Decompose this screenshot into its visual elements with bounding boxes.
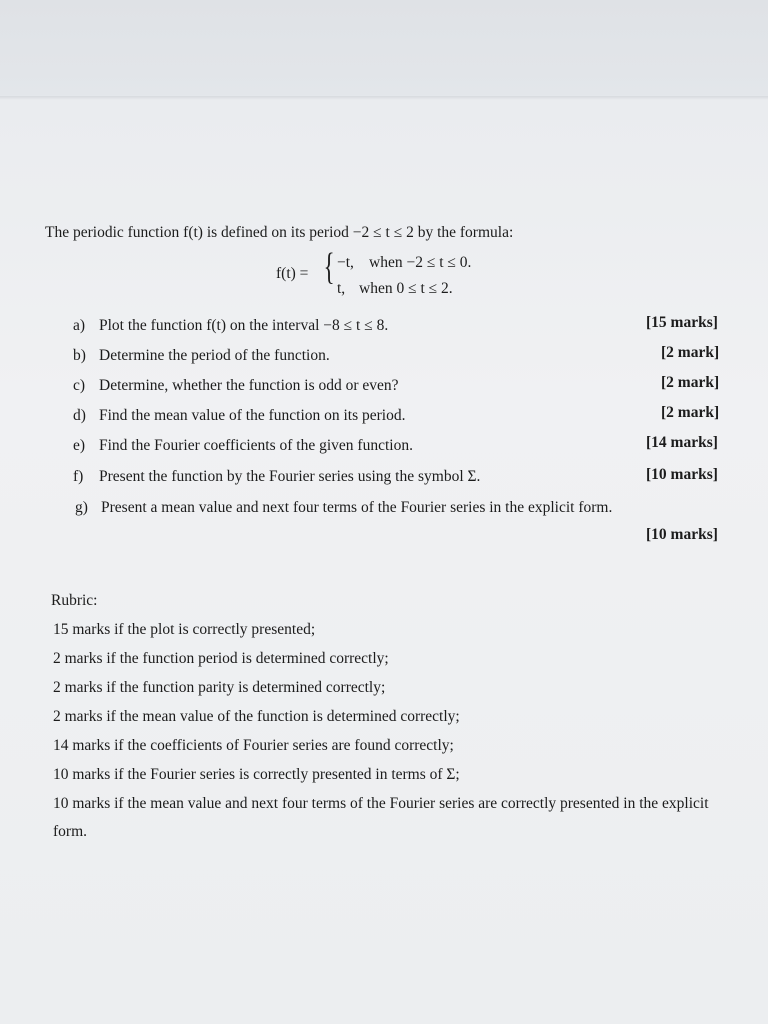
question-d	[73, 407, 406, 425]
question-label: g)	[75, 499, 88, 516]
question-g-marks: [10 marks]	[646, 526, 718, 543]
question-text: Plot the function f(t) on the interval −8 ≤ t ≤ 8.	[99, 317, 389, 334]
formula-lhs: f(t) =	[276, 265, 309, 282]
question-label: b)	[73, 347, 86, 364]
question-a-marks: [15 marks]	[646, 314, 718, 331]
formula-case2-expr: t,	[337, 280, 346, 297]
formula-brace: {	[323, 246, 335, 288]
question-label: c)	[73, 377, 86, 394]
rubric-title: Rubric:	[51, 592, 98, 609]
question-label: a)	[73, 317, 86, 334]
exam-sheet	[0, 100, 768, 1024]
rubric-line: 2 marks if the function parity is determined correctly;	[53, 679, 386, 696]
question-text: Present the function by the Fourier series using the symbol Σ.	[99, 468, 481, 485]
question-c-marks: [2 mark]	[661, 374, 720, 391]
question-label: d)	[73, 407, 86, 424]
question-label: f)	[73, 468, 84, 485]
question-text: Find the Fourier coefficients of the given function.	[99, 437, 413, 454]
question-f	[73, 468, 480, 486]
rubric-line: 15 marks if the plot is correctly presented;	[53, 621, 316, 638]
question-e	[73, 437, 413, 455]
question-c	[73, 377, 399, 395]
question-b	[73, 347, 330, 365]
question-text: Present a mean value and next four terms of the Fourier series in the explicit form.	[101, 499, 613, 516]
question-a	[73, 317, 388, 335]
problem-intro: The periodic function f(t) is defined on its period −2 ≤ t ≤ 2 by the formula:	[45, 224, 514, 241]
formula-case1-expr: −t,	[337, 254, 354, 271]
question-b-marks: [2 mark]	[661, 344, 720, 361]
question-d-marks: [2 mark]	[661, 404, 720, 421]
question-e-marks: [14 marks]	[646, 434, 718, 451]
question-f-marks: [10 marks]	[646, 466, 718, 483]
rubric-line: 14 marks if the coefficients of Fourier series are found correctly;	[53, 737, 454, 754]
formula-case2-cond: when 0 ≤ t ≤ 2.	[359, 280, 453, 297]
rubric-line: 2 marks if the function period is determined correctly;	[53, 650, 389, 667]
question-label: e)	[73, 437, 86, 454]
formula-case1-cond: when −2 ≤ t ≤ 0.	[369, 254, 472, 271]
question-text: Determine, whether the function is odd or even?	[99, 377, 399, 394]
rubric-line: 10 marks if the Fourier series is correctly presented in terms of Σ;	[53, 766, 460, 783]
question-g	[75, 499, 612, 517]
question-text: Find the mean value of the function on its period.	[99, 407, 406, 424]
rubric-line: 10 marks if the mean value and next four terms of the Fourier series are correctly presented in the explicit form.	[53, 795, 709, 840]
rubric-line: 2 marks if the mean value of the function is determined correctly;	[53, 708, 460, 725]
question-text: Determine the period of the function.	[99, 347, 330, 364]
